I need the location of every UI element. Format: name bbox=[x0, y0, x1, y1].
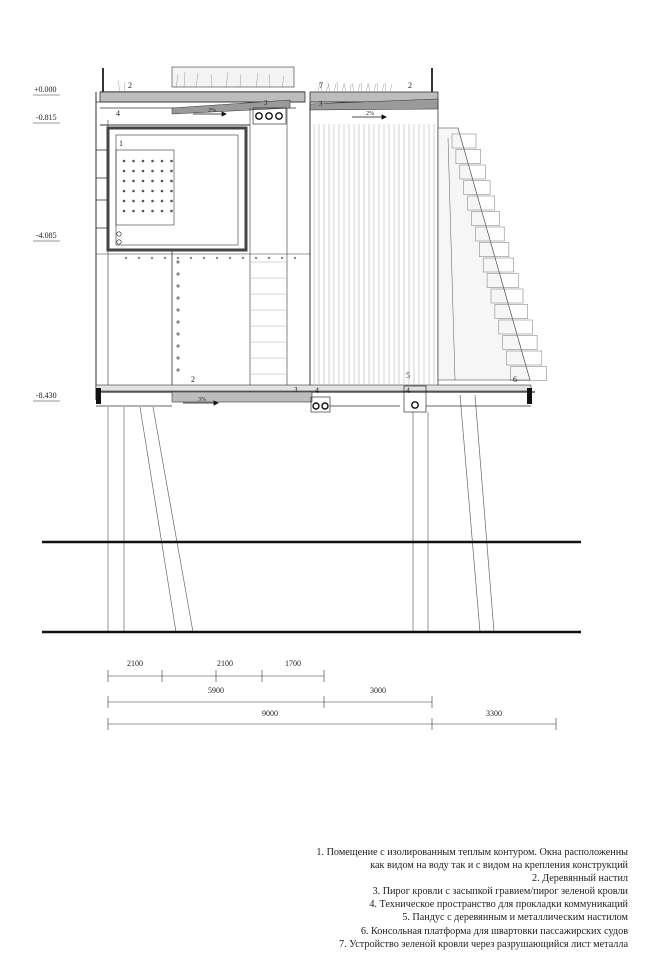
dot bbox=[142, 210, 145, 213]
bolt bbox=[138, 257, 140, 259]
dot bbox=[142, 160, 145, 163]
dot bbox=[132, 210, 135, 213]
dot bbox=[132, 190, 135, 193]
dim-3000: 3000 bbox=[370, 686, 386, 695]
bolt bbox=[176, 284, 179, 287]
dot bbox=[161, 170, 164, 173]
dot bbox=[132, 180, 135, 183]
dot bbox=[123, 170, 126, 173]
bolt bbox=[268, 257, 270, 259]
dot bbox=[123, 210, 126, 213]
marker-4c: 4 bbox=[406, 386, 410, 395]
dim-9000: 9000 bbox=[262, 709, 278, 718]
dimension-lines bbox=[108, 670, 556, 730]
dot-grid bbox=[123, 160, 173, 213]
dot bbox=[151, 160, 154, 163]
dot bbox=[142, 200, 145, 203]
legend-line-2: 2. Деревянный настил bbox=[532, 873, 628, 885]
dim-5900: 5900 bbox=[208, 686, 224, 695]
dot bbox=[170, 210, 173, 213]
dot bbox=[132, 200, 135, 203]
bolt bbox=[190, 257, 192, 259]
marker-2a: 2 bbox=[128, 81, 132, 90]
dim-1700: 1700 bbox=[285, 659, 301, 668]
dot bbox=[123, 180, 126, 183]
marker-4a: 4 bbox=[116, 109, 120, 118]
bolt bbox=[176, 320, 179, 323]
bolt bbox=[151, 257, 153, 259]
bolt bbox=[125, 257, 127, 259]
bolts bbox=[125, 257, 296, 372]
level-marks bbox=[33, 95, 60, 401]
bolt bbox=[176, 344, 179, 347]
level-1: -0.815 bbox=[36, 113, 57, 122]
dot bbox=[170, 200, 173, 203]
legend-line-4: 4. Техническое пространство для прокладки коммуникаций bbox=[369, 899, 628, 911]
dot bbox=[170, 160, 173, 163]
bolt bbox=[176, 368, 179, 371]
marker-3b: 3 bbox=[319, 100, 323, 108]
service-pipes bbox=[117, 108, 426, 412]
legend-line-5: 5. Пандус с деревянным и металлическим настилом bbox=[402, 912, 628, 924]
dot bbox=[142, 170, 145, 173]
marker-7: 7 bbox=[319, 81, 323, 90]
dot bbox=[161, 190, 164, 193]
dot bbox=[151, 210, 154, 213]
bolt bbox=[176, 296, 179, 299]
dot bbox=[151, 200, 154, 203]
bolt bbox=[176, 272, 179, 275]
level-0: +0.000 bbox=[34, 85, 57, 94]
bolt bbox=[294, 257, 296, 259]
slat-screen bbox=[314, 124, 434, 384]
dot bbox=[170, 190, 173, 193]
bolt bbox=[216, 257, 218, 259]
bolt bbox=[176, 356, 179, 359]
dot bbox=[161, 200, 164, 203]
bolt bbox=[176, 308, 179, 311]
marker-4b: 4 bbox=[315, 386, 319, 395]
legend-line-3: 3. Пирог кровли с засыпкой гравием/пирог зеленой кровли bbox=[372, 886, 628, 898]
dot bbox=[151, 180, 154, 183]
dot bbox=[123, 200, 126, 203]
legend-line-1-cont: как видом на воду так и с видом на крепления конструкций bbox=[370, 860, 628, 872]
bolt bbox=[164, 257, 166, 259]
dot bbox=[142, 180, 145, 183]
dot bbox=[132, 160, 135, 163]
dot bbox=[161, 210, 164, 213]
legend-line-6: 6. Консольная платформа для швартовки пассажирских судов bbox=[360, 925, 628, 937]
dot bbox=[142, 190, 145, 193]
wall-panels bbox=[250, 262, 287, 374]
dot bbox=[123, 160, 126, 163]
legend-line-1: 1. Помещение с изолированным теплым контуром. Окна расположенны bbox=[316, 847, 628, 858]
bolt bbox=[281, 257, 283, 259]
dim-3300: 3300 bbox=[486, 709, 502, 718]
level-2: -4.085 bbox=[36, 231, 57, 240]
bolt bbox=[176, 260, 179, 263]
marker-5: 5 bbox=[406, 371, 410, 380]
marker-2c: 2 bbox=[191, 375, 195, 384]
legend bbox=[208, 846, 628, 951]
slope-arrows bbox=[183, 112, 386, 405]
dot bbox=[151, 170, 154, 173]
marker-3a: 3 bbox=[264, 99, 268, 107]
dim-2100-a: 2100 bbox=[127, 659, 143, 668]
dot bbox=[170, 180, 173, 183]
dot bbox=[151, 190, 154, 193]
dot bbox=[123, 190, 126, 193]
slope-1: 2% bbox=[208, 108, 216, 114]
bolt bbox=[255, 257, 257, 259]
level-3: -8.430 bbox=[36, 391, 57, 400]
marker-6: 6 bbox=[513, 375, 517, 384]
bolt bbox=[242, 257, 244, 259]
dot bbox=[161, 160, 164, 163]
marker-2b: 2 bbox=[408, 81, 412, 90]
bolt bbox=[203, 257, 205, 259]
slope-3: 3% bbox=[198, 397, 206, 403]
bolt bbox=[176, 332, 179, 335]
legend-line-7: 7. Устройство зеленой кровли через разрушающийся лист металла bbox=[339, 938, 628, 950]
dim-2100-b: 2100 bbox=[217, 659, 233, 668]
piles bbox=[108, 395, 494, 632]
dot bbox=[132, 170, 135, 173]
bolt bbox=[177, 257, 179, 259]
dot bbox=[170, 170, 173, 173]
marker-1: 1 bbox=[119, 139, 123, 148]
bolt bbox=[229, 257, 231, 259]
slope-2: 2% bbox=[366, 111, 374, 117]
marker-3c: 3 bbox=[294, 386, 298, 394]
building-section bbox=[96, 67, 535, 406]
dot bbox=[161, 180, 164, 183]
